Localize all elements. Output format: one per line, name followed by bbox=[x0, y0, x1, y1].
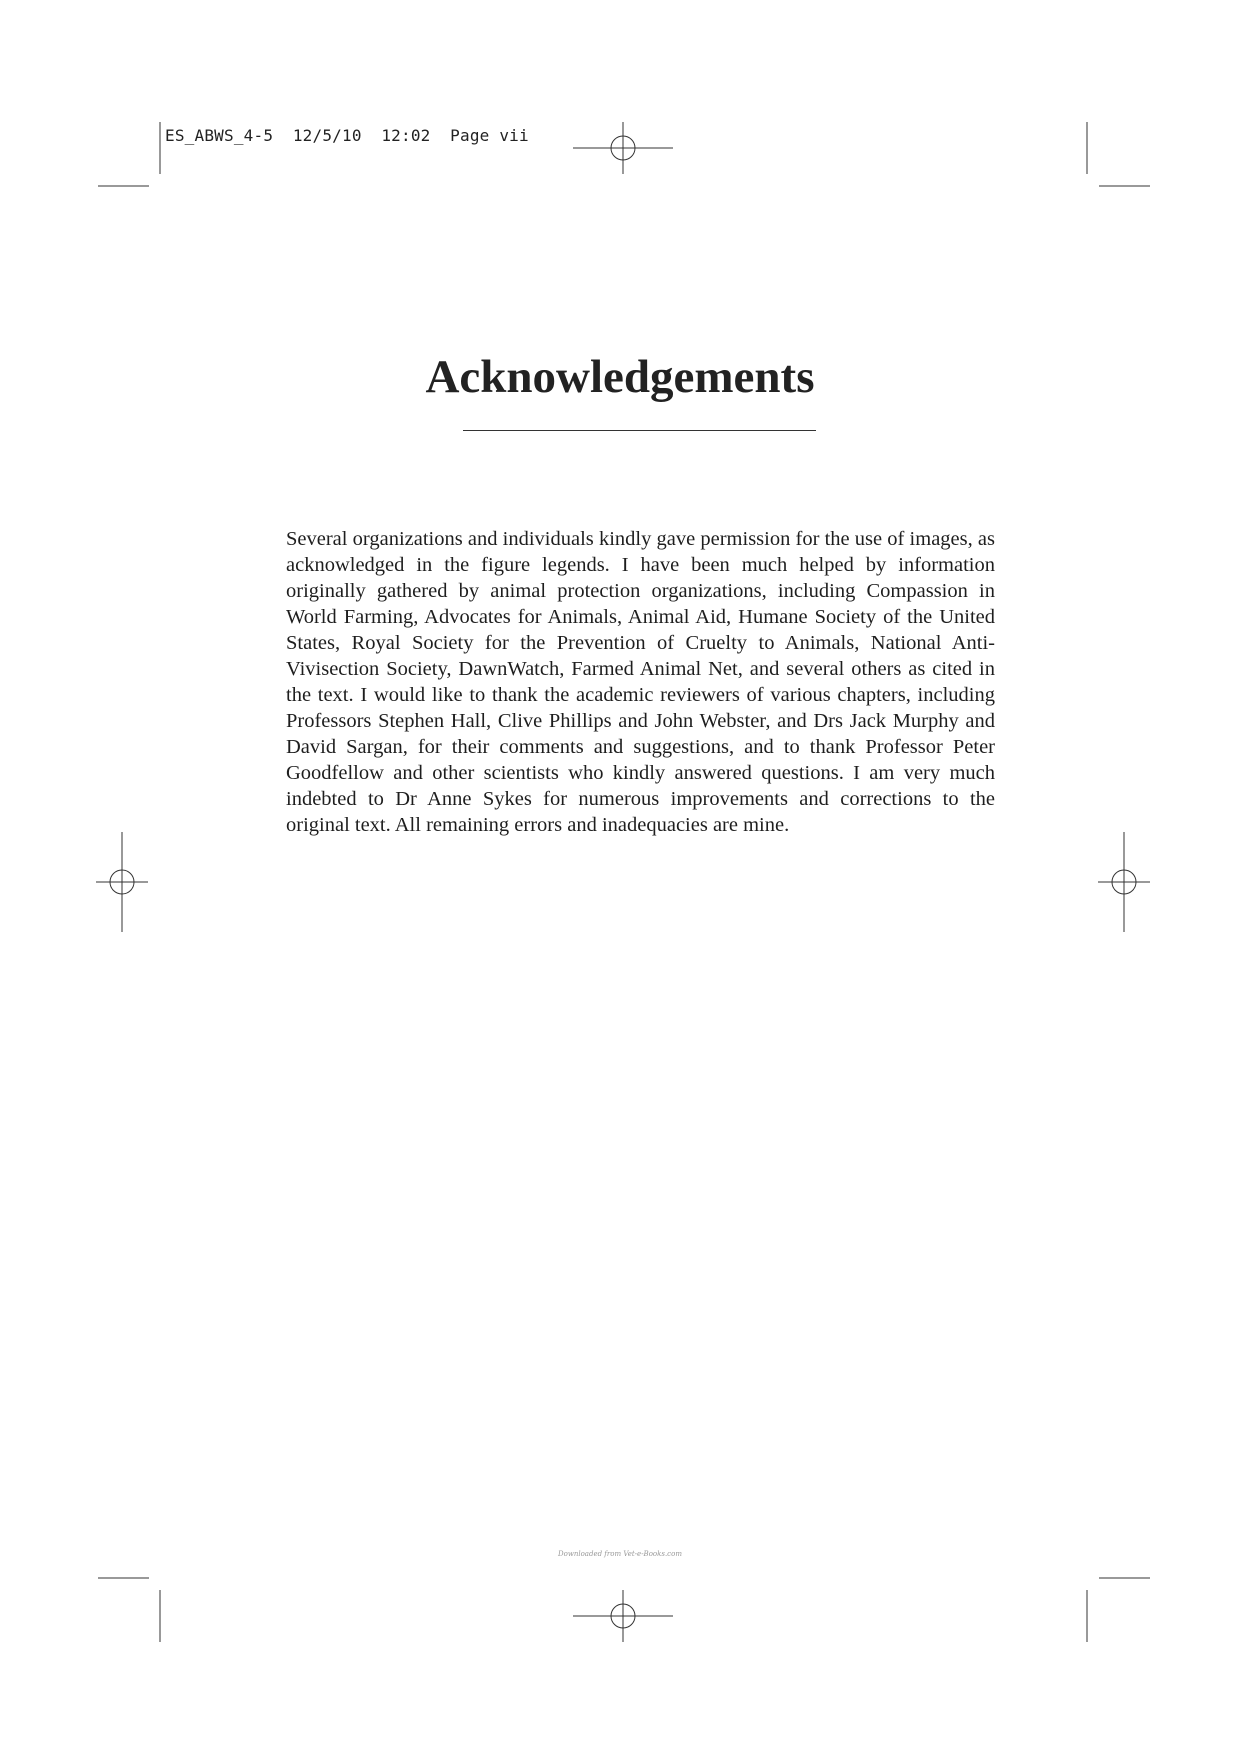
acknowledgements-paragraph: Several organizations and individuals kindly gave permission for the use of images, as acknowledged in the figure legends. I have been much helped by information originally gathered by animal protection organizations, including Compassion in World Farming, Advocates for Animals, Animal Aid, Humane Society of the United States, Royal Society for the Prevention of Cruelty to Animals, National Anti-Vivisection Society, DawnWatch, Farmed Animal Net, and several others as cited in the text. I would like to thank the academic reviewers of various chapters, including Professors Stephen Hall, Clive Phillips and John Webster, and Drs Jack Murphy and David Sargan, for their comments and suggestions, and to thank Professor Peter Goodfellow and other scientists who kindly answered questions. I am very much indebted to Dr Anne Sykes for numerous improvements and corrections to the original text. All remaining errors and inadequacies are mine. bbox=[286, 528, 995, 836]
crop-mark-top-left bbox=[98, 122, 160, 186]
crop-mark-top-right bbox=[1087, 122, 1150, 186]
page-title: Acknowledgements bbox=[425, 351, 815, 403]
registration-mark-right bbox=[1098, 832, 1150, 932]
registration-mark-top bbox=[573, 122, 673, 174]
crop-mark-bottom-right bbox=[1087, 1578, 1150, 1642]
registration-mark-bottom bbox=[573, 1590, 673, 1642]
download-watermark: Downloaded from Vet-e-Books.com bbox=[558, 1550, 682, 1558]
registration-mark-left bbox=[96, 832, 148, 932]
crop-mark-bottom-left bbox=[98, 1578, 160, 1642]
print-slug: ES_ABWS_4-5 12/5/10 12:02 Page vii bbox=[165, 126, 529, 145]
title-underline-rule bbox=[463, 430, 816, 431]
